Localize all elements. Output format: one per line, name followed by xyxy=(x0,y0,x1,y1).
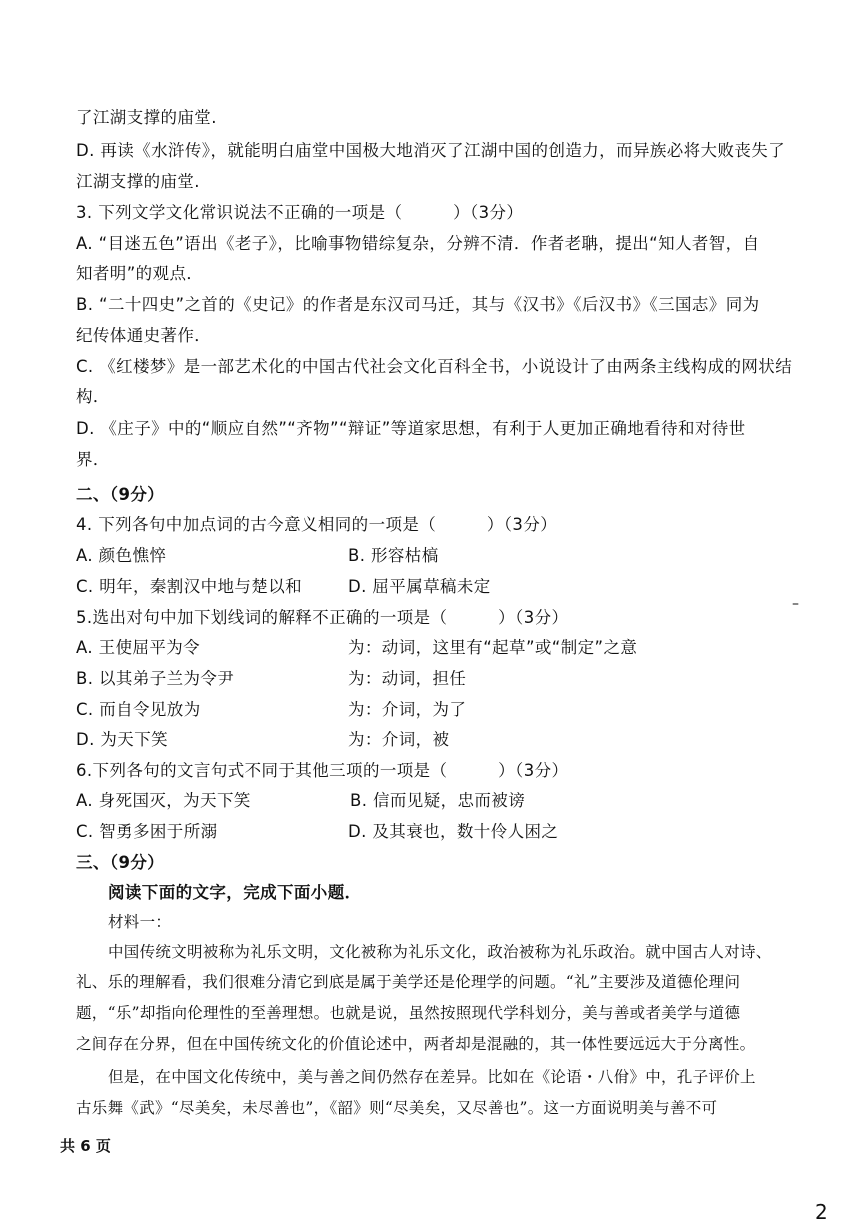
q5-note-a: 为：动词，这里有“起草”或“制定”之意 xyxy=(348,638,638,657)
passage-line: 但是，在中国文化传统中，美与善之间仍然存在差异。比如在《论语・八佾》中，孔子评价上 xyxy=(108,1068,756,1086)
q5-note-b: 为：动词，担任 xyxy=(348,669,467,688)
question-6: 6.下列各句的文言句式不同于其他三项的一项是（ ）（3分） xyxy=(76,761,569,780)
q4-row-2 xyxy=(76,576,491,598)
q6-row-1 xyxy=(76,790,526,812)
question-4: 4. 下列各句中加点词的古今意义相同的一项是（ ）（3分） xyxy=(76,515,558,534)
q6-row-2 xyxy=(76,821,559,843)
q4-option-b: B. 形容枯槁 xyxy=(348,546,439,565)
q3-option-c: C. 《红楼梦》是一部艺术化的中国古代社会文化百科全书，小说设计了由两条主线构成的网状结 xyxy=(76,357,793,376)
q5-option-c: C. 而自令见放为 xyxy=(76,700,201,719)
passage-line: 古乐舞《武》“尽美矣，未尽善也”，《韶》则“尽美矣，又尽善也”。这一方面说明美与善不可 xyxy=(76,1099,718,1117)
question-5: 5.选出对句中加下划线词的解释不正确的一项是（ ）（3分） xyxy=(76,608,569,627)
q6-option-b: B. 信而见疑，忠而被谤 xyxy=(350,791,526,810)
passage-line: 中国传统文明被称为礼乐文明，文化被称为礼乐文化，政治被称为礼乐政治。就中国古人对诗、 xyxy=(108,943,772,961)
q5-option-b: B. 以其弟子兰为令尹 xyxy=(76,669,235,688)
q6-option-c: C. 智勇多困于所溺 xyxy=(76,822,218,841)
q5-note-c: 为：介词，为了 xyxy=(348,700,467,719)
q5-option-a: A. 王使屈平为令 xyxy=(76,638,201,657)
section-2-heading: 二、（9分） xyxy=(76,485,165,504)
text-line: 了江湖支撑的庙堂. xyxy=(76,108,217,127)
q4-row-1 xyxy=(76,545,439,567)
page-number: 2 xyxy=(815,1200,828,1224)
page-footer: 共 6 页 xyxy=(60,1137,111,1155)
q3-option-d: D. 《庄子》中的“顺应自然”“齐物”“辩证”等道家思想，有利于人更加正确地看待和对待世 xyxy=(76,419,746,438)
q5-option-d: D. 为天下笑 xyxy=(76,730,168,749)
passage-line: 礼、乐的理解看，我们很难分清它到底是属于美学还是伦理学的问题。“礼”主要涉及道德伦理问 xyxy=(76,973,741,991)
q3-option-a-cont: 知者明”的观点． xyxy=(76,264,204,283)
q4-option-d: D. 屈平属草稿未定 xyxy=(348,577,491,596)
q5-row-c xyxy=(76,699,467,721)
q6-option-d: D. 及其衰也，数十伶人困之 xyxy=(348,822,559,841)
q3-option-b-cont: 纪传体通史著作． xyxy=(76,326,212,345)
q6-option-a: A. 身死国灭，为天下笑 xyxy=(76,791,251,810)
reading-instruction: 阅读下面的文字，完成下面小题． xyxy=(108,883,362,902)
passage-line: 之间存在分界，但在中国传统文化的价值论述中，两者却是混融的，其一体性要远远大于分离性。 xyxy=(76,1035,756,1053)
q4-option-a: A. 颜色憔悴 xyxy=(76,546,167,565)
option-d-line: D. 再读《水浒传》，就能明白庙堂中国极大地消灭了江湖中国的创造力，而异族必将大败丧失了 xyxy=(76,141,786,160)
passage-line: 题，“乐”却指向伦理性的至善理想。也就是说，虽然按照现代学科划分，美与善或者美学与道德 xyxy=(76,1004,741,1022)
q3-option-c-cont: 构． xyxy=(76,387,110,406)
q5-row-b xyxy=(76,668,467,690)
q5-row-a xyxy=(76,637,638,659)
q3-option-a: A. “目迷五色”语出《老子》，比喻事物错综复杂，分辨不清．作者老聃，提出“知人者智，自 xyxy=(76,234,760,253)
material-1-label: 材料一： xyxy=(108,913,172,931)
q3-option-b: B. “二十四史”之首的《史记》的作者是东汉司马迁，其与《汉书》《后汉书》《三国志》同为 xyxy=(76,295,760,314)
q4-option-c: C. 明年，秦割汉中地与楚以和 xyxy=(76,577,303,596)
text-line: 江湖支撑的庙堂. xyxy=(76,172,200,191)
question-3: 3. 下列文学文化常识说法不正确的一项是（ ）（3分） xyxy=(76,203,524,222)
q5-note-d: 为：介词，被 xyxy=(348,730,450,749)
q3-option-d-cont: 界． xyxy=(76,450,110,469)
stray-mark: – xyxy=(792,596,799,612)
section-3-heading: 三、（9分） xyxy=(76,853,165,872)
q5-row-d xyxy=(76,729,450,751)
